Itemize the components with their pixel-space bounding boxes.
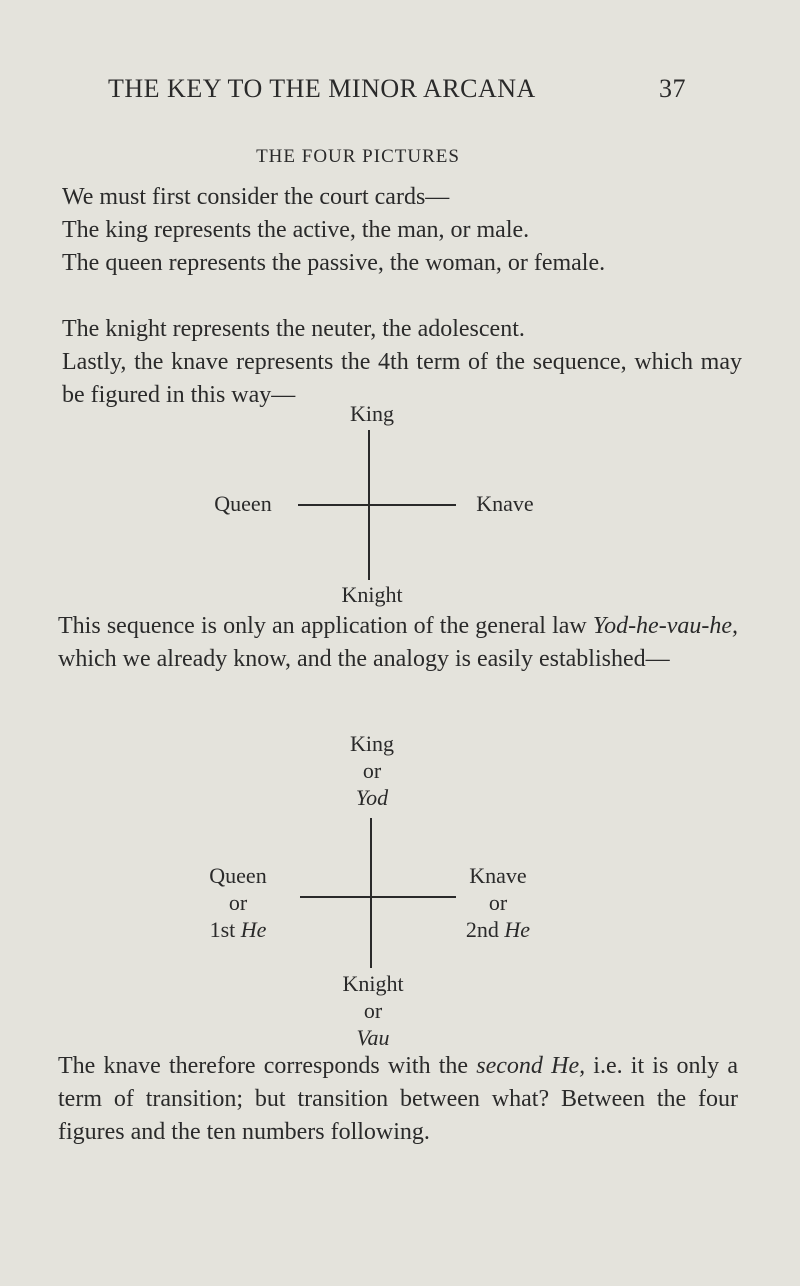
- diagram2-first-he-label: He: [240, 917, 267, 942]
- diagram2-queen-label: Queen: [209, 863, 267, 888]
- diagram2-second-he-label: He: [504, 917, 531, 942]
- diagram2-knave-ordinal: 2nd: [465, 917, 499, 942]
- diagram2-yod-label: Yod: [355, 785, 389, 810]
- diagram2-knight-label: Knight: [342, 971, 404, 996]
- diagram1-knight-label: Knight: [341, 582, 403, 607]
- diagram1-vertical-line: [368, 430, 370, 580]
- diagram2-queen-or: or: [228, 890, 248, 915]
- paragraph-king: The king represents the active, the man, or male.: [62, 217, 530, 243]
- yod-he-vau-he-term: Yod-he-vau-he,: [592, 613, 738, 639]
- diagram2-knave-block: [448, 862, 548, 943]
- diagram2-knight-or: or: [363, 998, 383, 1023]
- running-head-title: THE KEY TO THE MINOR ARCANA: [108, 74, 536, 103]
- diagram2-knave-label: Knave: [469, 863, 527, 888]
- section-title: THE FOUR PICTURES: [256, 146, 460, 167]
- diagram1-queen-label: Queen: [214, 491, 272, 516]
- diagram2-queen-ordinal: 1st: [209, 917, 236, 942]
- diagram2-queen-block: [188, 862, 288, 943]
- second-he-term: second He,: [476, 1053, 586, 1079]
- diagram1-knave-label: Knave: [476, 491, 534, 516]
- page-number: 37: [659, 74, 686, 103]
- paragraph-knave-transition: The knave therefore corresponds with the second He, i.e. it is only a term of transition; but transition between what? Between the four figures and the ten numbers following.: [58, 1053, 738, 1145]
- paragraph-queen: The queen represents the passive, the woman, or female.: [62, 250, 606, 276]
- diagram1-king-label: King: [350, 401, 394, 426]
- diagram2-vau-label: Vau: [356, 1025, 390, 1050]
- diagram2-king-label: King: [350, 731, 394, 756]
- paragraph-court-cards: We must first consider the court cards—: [62, 184, 450, 210]
- diagram2-king-block: [312, 730, 432, 811]
- diagram2-vertical-line: [370, 818, 372, 968]
- diagram2-knave-or: or: [488, 890, 508, 915]
- paragraph-sequence-law: This sequence is only an application of the general law Yod-he-vau-he, which we already know, and the analogy is easily established—: [58, 613, 738, 672]
- diagram2-horizontal-line: [300, 896, 456, 898]
- paragraph-knight: The knight represents the neuter, the adolescent.: [62, 316, 525, 342]
- diagram1-horizontal-line: [298, 504, 456, 506]
- diagram2-king-or: or: [362, 758, 382, 783]
- diagram2-knight-block: [318, 970, 428, 1051]
- paragraph-knave: Lastly, the knave represents the 4th term of the sequence, which may be figured in this way—: [62, 349, 742, 408]
